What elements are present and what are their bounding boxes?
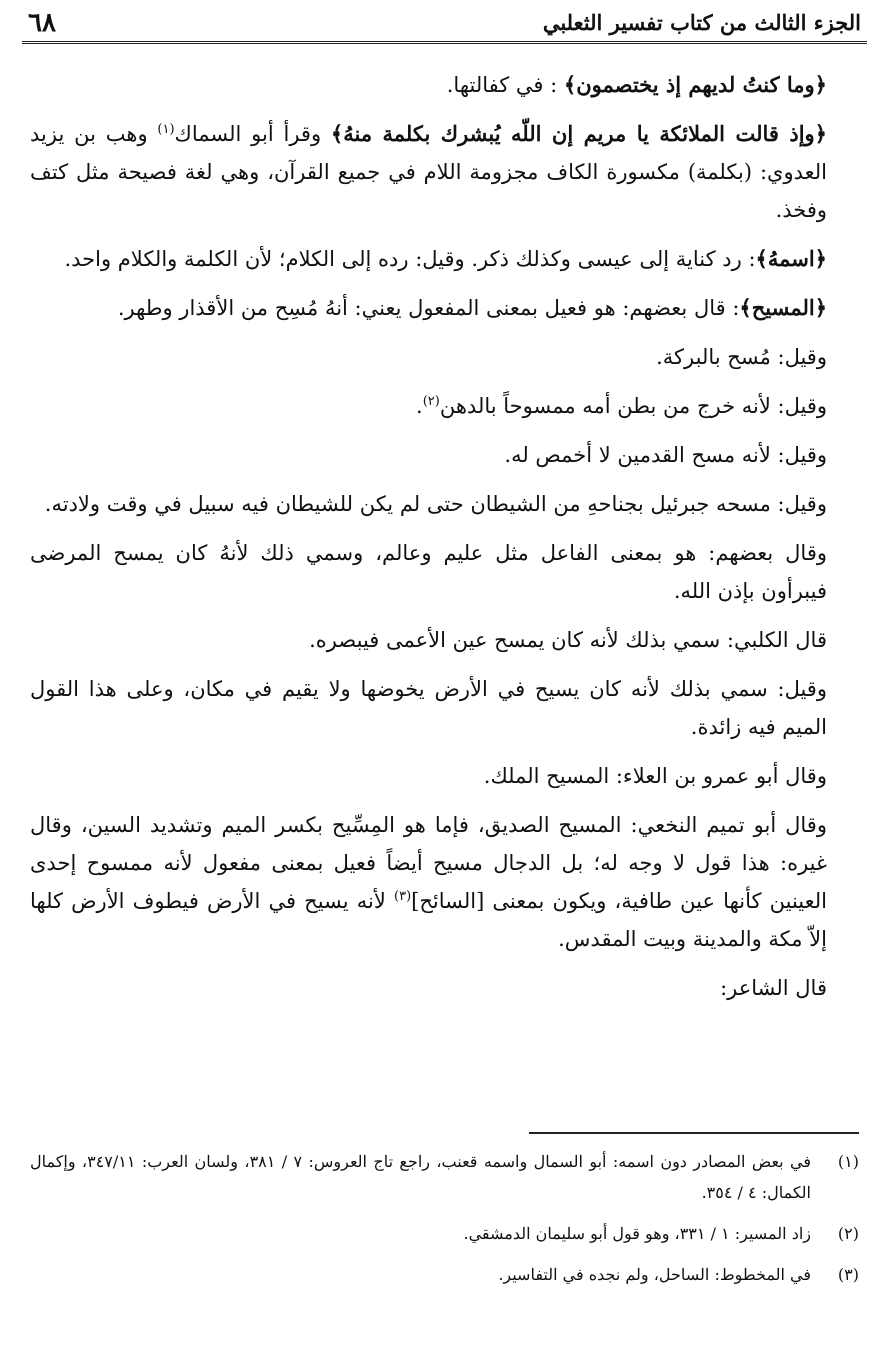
- footnote-number: (٣): [837, 1265, 859, 1284]
- book-page: [22, 0, 867, 1364]
- paragraph-text-cont: .: [416, 394, 423, 418]
- footnote-ref[interactable]: (٣): [394, 889, 412, 904]
- footnote-number: (١): [837, 1152, 859, 1171]
- paragraph-text: وقيل: سمي بذلك لأنه كان يسيح في الأرض يخوضها ولا يقيم في مكان، وعلى هذا القول الميم فيه زائدة.: [30, 677, 827, 739]
- paragraph-text: : رد كناية إلى عيسى وكذلك ذكر. وقيل: رده إلى الكلام؛ لأن الكلمة والكلام واحد.: [64, 247, 756, 271]
- footnote-text: في المخطوط: الساحل، ولم نجده في التفاسير.: [498, 1265, 811, 1284]
- paragraph: [22, 534, 867, 610]
- page-number: ٦٨: [28, 7, 56, 38]
- paragraph: [22, 621, 867, 659]
- footnote-text: زاد المسير: ١ / ٣٣١، وهو قول أبو سليمان الدمشقي.: [463, 1224, 811, 1243]
- footnote: [30, 1218, 859, 1249]
- paragraph-text: وقيل: مسحه جبرئيل بجناحهِ من الشيطان حتى لم يكن للشيطان فيه سبيل في وقت ولادته.: [44, 492, 827, 516]
- footnote-divider: [529, 1132, 859, 1134]
- footnote: [30, 1146, 859, 1208]
- paragraph-text-cont: وهب بن يزيد العدوي: (بكلمة) مكسورة الكاف مجزومة اللام في جميع القرآن، وهي لغة فصيحة مثل كتف وفخذ.: [30, 122, 827, 222]
- paragraph-text: وقال أبو تميم النخعي: المسيح الصديق، فإما هو المِسِّيح بكسر الميم وتشديد السين، وقال غيره: هذا قول لا وجه له؛ بل الدجال مسيح أيضاً فعيل بمعنى مفعول لأنه ممسوح إحدى العينين كأنها عين طافية، ويكون بمعنى [السائح]: [30, 813, 827, 913]
- paragraph-text: وقيل: لأنه خرج من بطن أمه ممسوحاً بالدهن: [439, 394, 827, 418]
- main-text: [22, 66, 867, 1018]
- paragraph: [22, 485, 867, 523]
- paragraph-text: قال الشاعر:: [720, 976, 827, 1000]
- paragraph: [22, 670, 867, 746]
- paragraph: [22, 387, 867, 425]
- paragraph-text: وقرأ أبو السماك: [174, 122, 331, 146]
- quran-verse: ﴿وما كنتُ لديهم إذ يختصمون﴾: [563, 72, 827, 97]
- paragraph: [22, 757, 867, 795]
- paragraph-text: وقيل: مُسح بالبركة.: [656, 345, 827, 369]
- paragraph: [22, 338, 867, 376]
- footnotes: [22, 1146, 867, 1300]
- quran-verse: ﴿اسمهُ﴾: [755, 246, 827, 271]
- paragraph-text: قال الكلبي: سمي بذلك لأنه كان يمسح عين الأعمى فيبصره.: [309, 628, 827, 652]
- footnote-ref[interactable]: (٢): [422, 394, 440, 409]
- paragraph: [22, 66, 867, 104]
- quran-verse: ﴿المسيح﴾: [739, 295, 827, 320]
- paragraph-text: : في كفالتها.: [446, 73, 558, 97]
- paragraph-text-cont: لأنه يسيح في الأرض فيطوف الأرض كلها إلاّ مكة والمدينة وبيت المقدس.: [30, 889, 827, 951]
- page-header: [22, 4, 867, 44]
- quran-verse: ﴿وإذ قالت الملائكة يا مريم إن اللّه يُبشرك بكلمة منهُ﴾: [330, 121, 827, 146]
- paragraph-text: : قال بعضهم: هو فعيل بمعنى المفعول يعني: أنهُ مُسِح من الأقذار وطهر.: [117, 296, 740, 320]
- paragraph: [22, 289, 867, 327]
- paragraph-text: وقال بعضهم: هو بمعنى الفاعل مثل عليم وعالم، وسمي ذلك لأنهُ كان يمسح المرضى فيبرأون بإذن الله.: [30, 541, 827, 603]
- paragraph: [22, 969, 867, 1007]
- footnote-number: (٢): [837, 1224, 859, 1243]
- paragraph-text: وقيل: لأنه مسح القدمين لا أخمص له.: [504, 443, 827, 467]
- footnote: [30, 1259, 859, 1290]
- paragraph: [22, 240, 867, 278]
- running-title: الجزء الثالث من كتاب تفسير الثعلبي: [542, 10, 861, 35]
- paragraph-text: وقال أبو عمرو بن العلاء: المسيح الملك.: [483, 764, 827, 788]
- footnote-ref[interactable]: (١): [157, 122, 175, 137]
- paragraph: [22, 806, 867, 958]
- paragraph: [22, 115, 867, 229]
- footnote-text: في بعض المصادر دون اسمه: أبو السمال واسمه قعنب، راجع تاج العروس: ٧ / ٣٨١، ولسان العرب: ٣٤٧/١١، وإكمال الكمال: ٤ / ٣٥٤.: [30, 1152, 811, 1202]
- paragraph: [22, 436, 867, 474]
